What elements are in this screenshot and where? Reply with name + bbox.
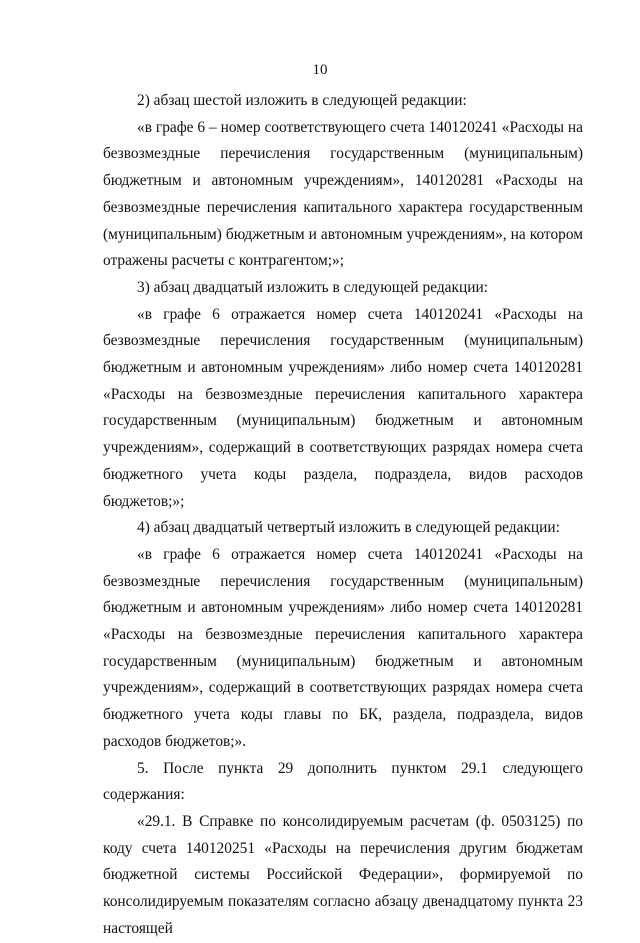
paragraph-amendment-3-text: «в графе 6 отражается номер счета 140120241 «Расходы на безвозмездные перечисления государственным (муниципальным) бюджетным и автономным учреждениям» либо номер счета 140120281 «Расходы на безвозмездные перечисления капитального характера государственным (муниципальным) бюджетным и автономным учреждениям», содержащий в соответствующих разрядах номера счета бюджетного учета коды раздела, подраздела, видов расходов бюджетов;»;: [103, 305, 583, 510]
paragraph-amendment-3-heading: 3) абзац двадцатый изложить в следующей редакции:: [137, 278, 488, 296]
paragraph-amendment-4-heading: 4) абзац двадцатый четвертый изложить в следующей редакции:: [137, 519, 560, 537]
paragraph-item-29-1-text: «29.1. В Справке по консолидируемым расчетам (ф. 0503125) по коду счета 140120251 «Расходы на перечисления другим бюджетам бюджетной системы Российской Федерации», формируемой по консолидируемым показателям согласно абзацу двенадцатому пункта 23 настоящей: [103, 812, 583, 937]
paragraph-amendment-4-text: «в графе 6 отражается номер счета 140120241 «Расходы на безвозмездные перечисления государственным (муниципальным) бюджетным и автономным учреждениям» либо номер счета 140120281 «Расходы на безвозмездные перечисления капитального характера государственным (муниципальным) бюджетным и автономным учреждениям», содержащий в соответствующих разрядах номера счета бюджетного учета коды главы по БК, раздела, подраздела, видов расходов бюджетов;».: [103, 545, 583, 750]
paragraph-amendment-2-heading: 2) абзац шестой изложить в следующей редакции:: [137, 92, 467, 109]
paragraph-item-5-heading: 5. После пункта 29 дополнить пунктом 29.1 следующего содержания:: [103, 759, 583, 804]
document-body: [103, 88, 583, 943]
page-number: 10: [312, 62, 328, 78]
paragraph-amendment-2-text: «в графе 6 – номер соответствующего счета 140120241 «Расходы на безвозмездные перечисления государственным (муниципальным) бюджетным и автономным учреждениям», 140120281 «Расходы на безвозмездные перечисления капитального характера государственным (муниципальным) бюджетным и автономным учреждениям», на котором отражены расчеты с контрагентом;»;: [103, 118, 583, 270]
